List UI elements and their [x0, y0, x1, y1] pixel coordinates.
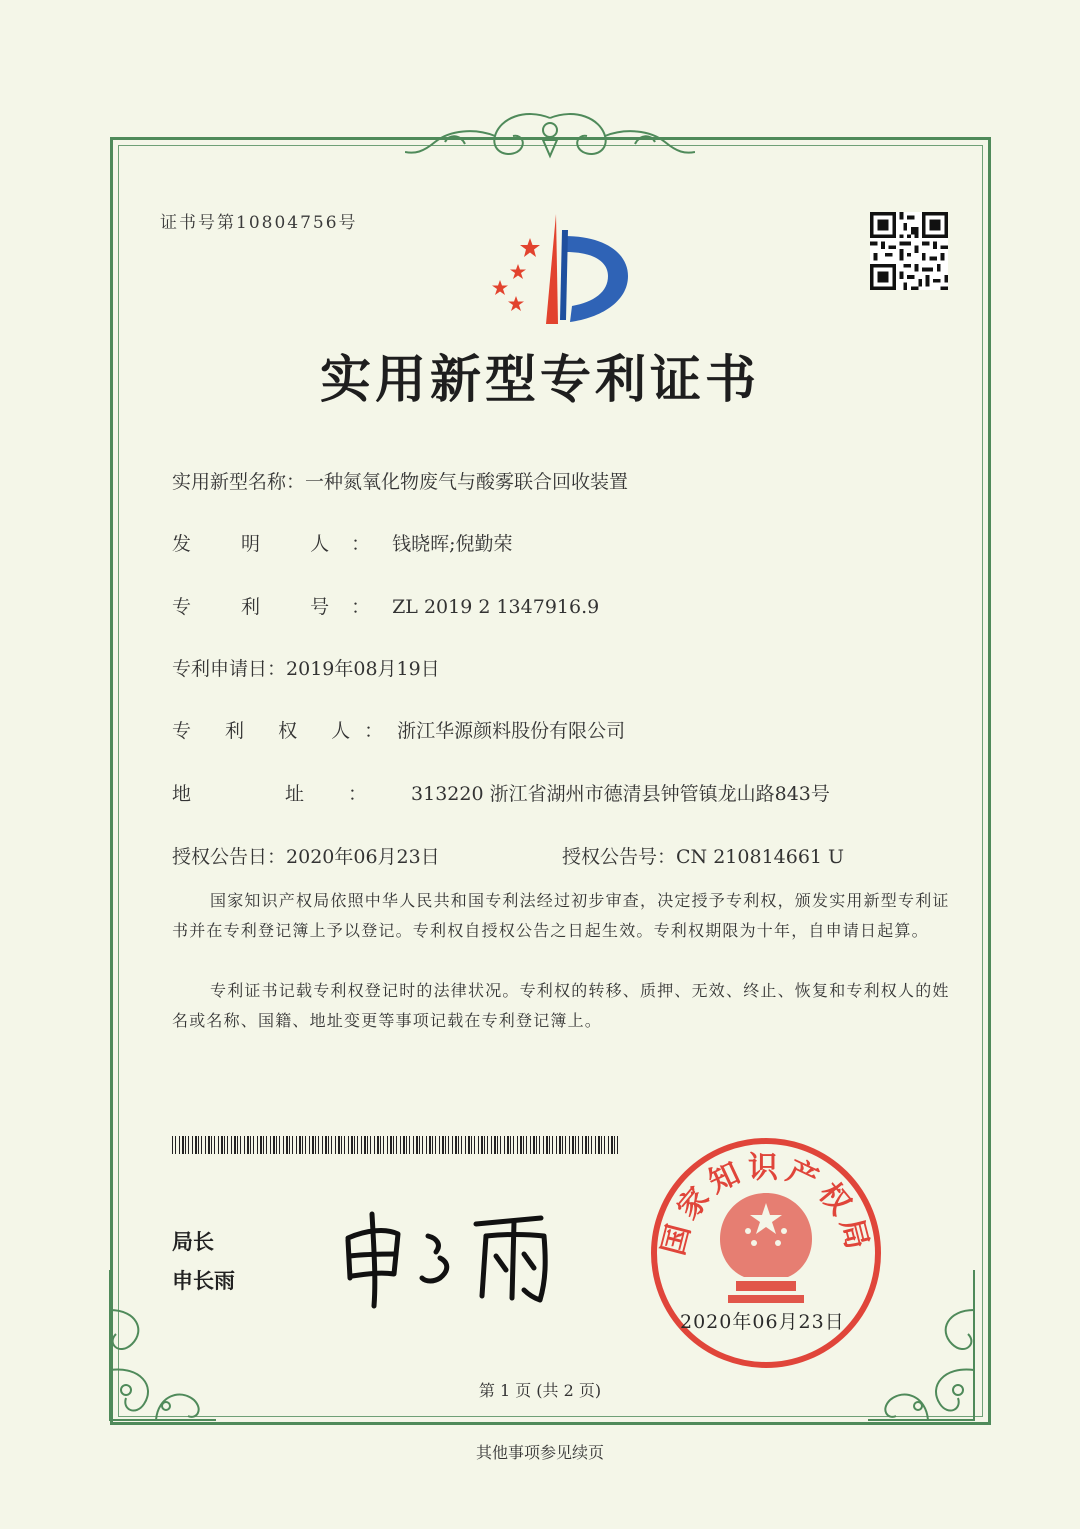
field-label: 授权公告日： — [172, 846, 287, 868]
field-value: 2019年08月19日 — [286, 658, 440, 680]
certificate-title: 实用新型专利证书 — [319, 351, 760, 410]
field-value: 2020年06月23日 — [286, 846, 440, 868]
field-label: 专利申请日： — [172, 658, 287, 680]
footer-note: 其他事项参见续页 — [475, 1443, 604, 1462]
field-value: CN 210814661 U — [676, 846, 845, 868]
field-filing-date — [172, 654, 440, 681]
seal-text: 国家知识产权局 — [655, 1150, 877, 1259]
field-patentee — [172, 716, 625, 743]
field-label: 授权公告号： — [562, 846, 677, 868]
field-label: 实用新型名称： — [172, 471, 306, 493]
page-indicator: 第 1 页 (共 2 页) — [478, 1381, 602, 1400]
field-label: 发 明 人： — [172, 533, 393, 555]
director-name: 申长雨 — [172, 1269, 235, 1293]
field-address — [172, 779, 830, 806]
field-label: 地 址： — [172, 783, 412, 805]
certificate-number: 证书号第10804756号 — [160, 213, 358, 233]
bottom-right-ornament-icon — [868, 1270, 988, 1430]
field-patent-number — [172, 592, 599, 619]
qr-code-icon — [870, 212, 948, 290]
field-label: 专 利 号： — [172, 596, 393, 618]
top-ornament-icon — [405, 108, 695, 168]
director-signature-icon — [336, 1200, 566, 1310]
field-grant-date — [172, 842, 440, 869]
official-seal-icon — [648, 1135, 884, 1371]
legal-paragraph-2: 专利证书记载专利权登记时的法律状况。专利权的转移、质押、无效、终止、恢复和专利权人的姓名或名称、国籍、地址变更等事项记载在专利登记簿上。 — [172, 981, 950, 1030]
field-utility-model-name — [172, 467, 628, 494]
barcode-icon — [172, 1136, 620, 1154]
field-inventor — [172, 529, 513, 556]
field-label: 专 利 权 人： — [172, 720, 398, 742]
field-value: 一种氮氧化物废气与酸雾联合回收装置 — [305, 471, 629, 493]
field-grant-number — [562, 842, 844, 869]
director-title: 局长 — [172, 1230, 214, 1254]
field-value: ZL 2019 2 1347916.9 — [392, 596, 600, 618]
seal-date: 2020年06月23日 — [680, 1311, 845, 1333]
field-value: 浙江华源颜料股份有限公司 — [397, 720, 626, 742]
cnipa-logo-icon — [478, 210, 628, 330]
field-value: 钱晓晖;倪勤荣 — [392, 533, 513, 555]
legal-paragraph-1: 国家知识产权局依照中华人民共和国专利法经过初步审查，决定授予专利权，颁发实用新型专利证书并在专利登记簿上予以登记。专利权自授权公告之日起生效。专利权期限为十年，自申请日起算。 — [172, 891, 950, 940]
field-value: 313220 浙江省湖州市德清县钟管镇龙山路843号 — [411, 783, 830, 805]
